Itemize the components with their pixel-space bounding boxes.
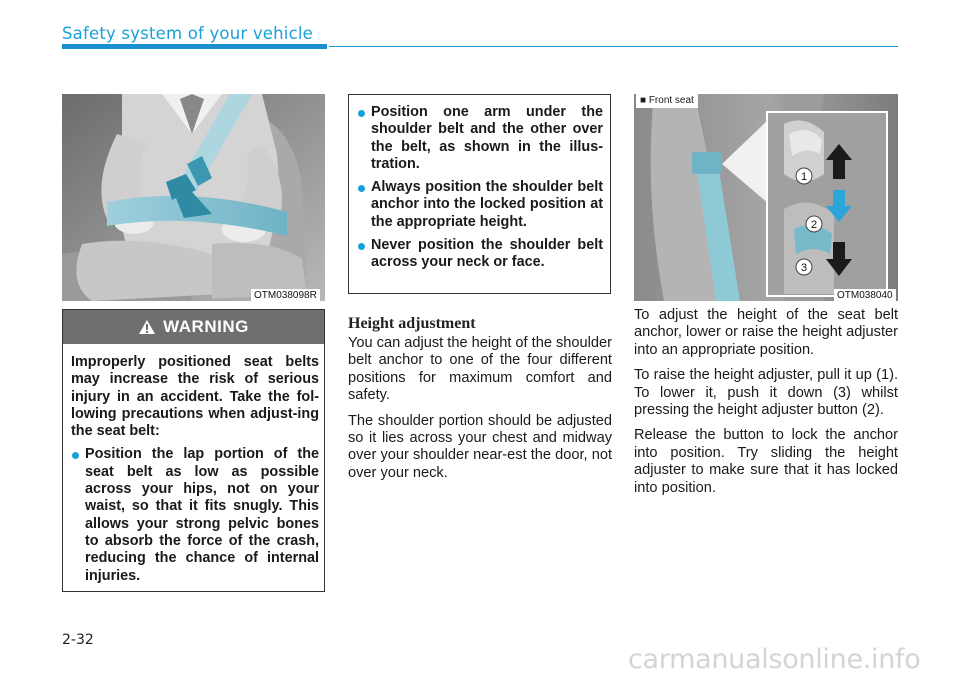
- section-title: Safety system of your vehicle: [62, 24, 313, 43]
- figure-code-left: OTM038098R: [251, 289, 320, 302]
- paragraph: To raise the height adjuster, pull it up (1). To lower it, push it down (3) whilst pressing the height adjuster button (2).: [634, 367, 898, 419]
- precaution-item: Never position the shoulder belt across your neck or face.: [357, 237, 603, 272]
- watermark: carmanualsonline.info: [628, 644, 921, 675]
- marker-1: 1: [800, 171, 808, 183]
- warning-body: [71, 354, 319, 592]
- height-adjuster-illustration: [634, 94, 898, 301]
- warning-header: [63, 310, 324, 344]
- precaution-item: Always position the shoulder belt anchor into the locked position at the appropriate height.: [357, 179, 603, 231]
- adjuster-instructions: [634, 307, 898, 505]
- figure-tag-front-seat: ■ Front seat: [636, 94, 698, 108]
- height-adjuster-drawing: [634, 94, 898, 301]
- paragraph: You can adjust the height of the shoulder belt anchor to one of the four different positions for maximum comfort and safety.: [348, 335, 612, 404]
- precautions-box: [348, 94, 611, 294]
- lap-belt-illustration: [62, 94, 325, 301]
- warning-triangle-icon: [138, 319, 156, 335]
- lap-belt-drawing: [62, 94, 325, 301]
- paragraph: Release the button to lock the anchor into position. Try sliding the height adjuster to make sure that it has locked into position.: [634, 427, 898, 496]
- warning-box: [62, 309, 325, 592]
- warning-bullets: [71, 446, 319, 584]
- header-divider-thin: [329, 46, 898, 47]
- marker-2: 2: [810, 219, 818, 231]
- height-adjustment-heading: Height adjustment: [348, 315, 476, 332]
- warning-intro: Improperly positioned seat belts may increase the risk of serious injury in an accident. Take the fol-lowing precautions when adjust-ing the seat belt:: [71, 354, 319, 440]
- figure-code-right: OTM038040: [834, 289, 896, 302]
- precautions-list: [357, 104, 603, 278]
- height-adjustment-text: [348, 335, 612, 490]
- paragraph: To adjust the height of the seat belt anchor, lower or raise the height adjuster into an appropriate position.: [634, 307, 898, 358]
- paragraph: The shoulder portion should be adjusted so it lies across your chest and midway over your shoulder near-est the door, not over your neck.: [348, 412, 612, 481]
- header-divider-bold: [62, 44, 327, 49]
- precaution-item: Position one arm under the shoulder belt and the other over the belt, as shown in the illus-tration.: [357, 104, 603, 173]
- page-number: 2-32: [62, 632, 94, 648]
- marker-3: 3: [800, 262, 808, 274]
- warning-title: WARNING: [163, 317, 249, 336]
- warning-bullet: Position the lap portion of the seat belt as low as possible across your hips, not on your waist, so that it fits snugly. This allows your strong pelvic bones to absorb the force of the crash, reducing the chance of internal injuries.: [71, 446, 319, 584]
